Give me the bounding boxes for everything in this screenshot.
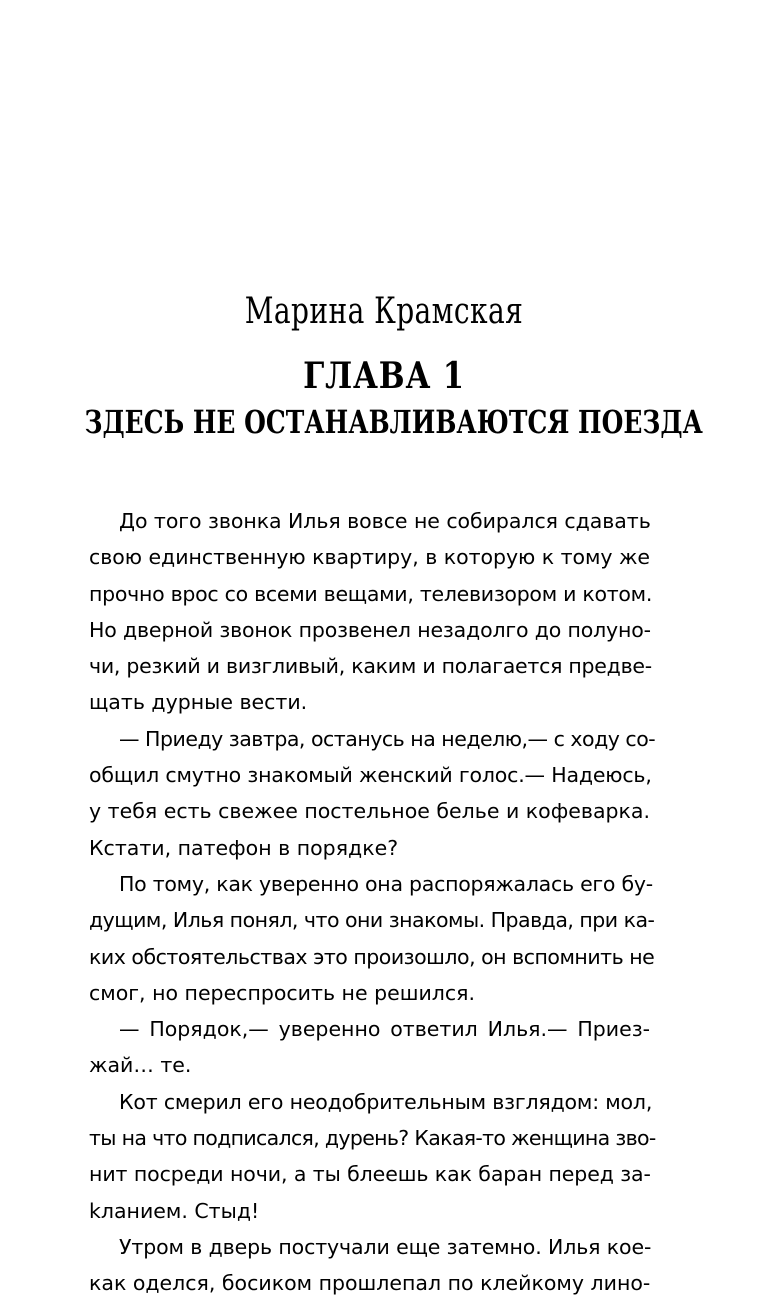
text-line: у тебя есть свежее постельное белье и кофеварка. bbox=[89, 799, 650, 824]
text-line: прочно врос со всеми вещами, телевизором и котом. bbox=[89, 581, 653, 606]
text-line: ких обстоятельствах это произошло, он вспомнить не bbox=[89, 944, 655, 969]
text-line: — Порядок,— уверенно ответил Илья.— Приез- bbox=[119, 1017, 650, 1042]
text-line: Кот смерил его неодобрительным взглядом: мол, bbox=[119, 1089, 653, 1114]
text-line: Утром в дверь постучали еще затемно. Илья кое- bbox=[119, 1234, 652, 1259]
author-name: Марина Крамская bbox=[244, 291, 524, 332]
text-line: kланием. Стыд! bbox=[89, 1198, 260, 1223]
text-line: смог, но переспросить не решился. bbox=[89, 980, 476, 1005]
text-line: Но дверной звонок прозвенел незадолго до полуно- bbox=[89, 617, 651, 642]
text-line: чи, резкий и визгливый, каким и полагается предве- bbox=[89, 654, 652, 679]
body-text bbox=[89, 503, 656, 1302]
text-line: общил смутно знакомый женский голос.— Надеюсь, bbox=[89, 763, 652, 788]
text-line: нит посреди ночи, а ты блеешь как баран перед за- bbox=[89, 1162, 651, 1187]
text-line: ты на что подписался, дурень? Какая-то женщина зво- bbox=[89, 1126, 656, 1151]
text-line: жай… те. bbox=[89, 1053, 192, 1078]
text-line: дущим, Илья понял, что они знакомы. Правда, при ка- bbox=[89, 908, 655, 933]
text-line: щать дурные вести. bbox=[89, 690, 308, 715]
chapter-number: ГЛАВА 1 bbox=[303, 355, 465, 397]
text-line: Кстати, патефон в порядке? bbox=[89, 835, 399, 860]
text-line: свою единственную квартиру, в которую к тому же bbox=[89, 545, 650, 570]
chapter-title: ЗДЕСЬ НЕ ОСТАНАВЛИВАЮТСЯ ПОЕЗДА bbox=[84, 403, 703, 441]
text-line: По тому, как уверенно она распоряжалась его бу- bbox=[119, 871, 653, 896]
text-line: До того звонка Илья вовсе не собирался сдавать bbox=[119, 509, 651, 533]
text-line: как оделся, босиком прошлепал по клейкому лино- bbox=[89, 1271, 651, 1296]
text-line: — Приеду завтра, останусь на неделю,— с ходу со- bbox=[119, 726, 656, 751]
